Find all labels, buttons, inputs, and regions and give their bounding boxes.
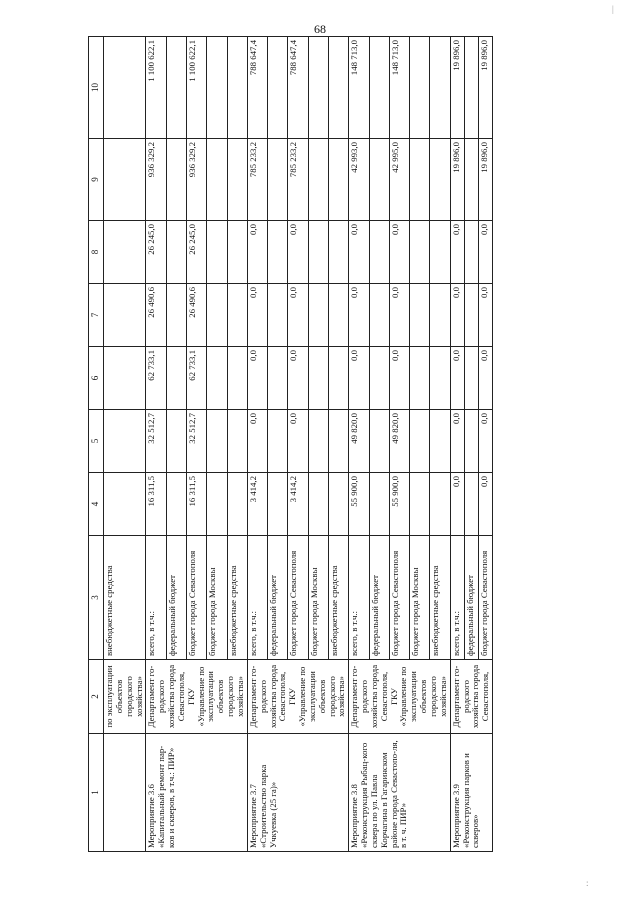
amount-cell — [430, 347, 450, 410]
column-header: 10 — [89, 37, 104, 139]
amount-cell — [227, 284, 247, 347]
column-header: 9 — [89, 139, 104, 221]
executor-cell: Департамент го-родского хозяйства города Севастополя, ГКУ «Управление по эксплуатации объектов городского хозяйства» — [349, 660, 450, 734]
amount-cell — [369, 347, 389, 410]
amount-cell — [207, 221, 227, 284]
table-row — [146, 37, 166, 852]
header-row — [89, 37, 104, 852]
amount-cell: 0,0 — [389, 347, 409, 410]
amount-cell — [227, 347, 247, 410]
column-header: 2 — [89, 660, 104, 734]
amount-cell: 0,0 — [478, 347, 492, 410]
amount-cell: 32 512,7 — [186, 410, 206, 473]
amount-cell — [410, 221, 430, 284]
amount-cell — [207, 37, 227, 139]
amount-cell: 936 329,2 — [146, 139, 166, 221]
amount-cell — [166, 139, 186, 221]
amount-cell — [464, 37, 478, 139]
amount-cell: 26 490,6 — [186, 284, 206, 347]
amount-cell — [430, 37, 450, 139]
measure-name: Мероприятие 3.8 «Реконструкция Рыбац-кого сквера по ул. Павла Корчагина в Гагаринском районе города Севастопо-ля, в т. ч. ПИР» — [349, 734, 450, 852]
column-header: 5 — [89, 410, 104, 473]
amount-cell — [166, 347, 186, 410]
amount-cell — [410, 347, 430, 410]
executor-cell: Департамент го-родского хозяйства города Севастополя, — [450, 660, 492, 734]
amount-cell — [268, 284, 288, 347]
amount-cell — [369, 221, 389, 284]
amount-cell: 19 896,0 — [450, 139, 464, 221]
funding-source: внебюджетные средства — [430, 536, 450, 660]
amount-cell — [268, 139, 288, 221]
amount-cell — [166, 221, 186, 284]
amount-cell — [166, 284, 186, 347]
funding-source: федеральный бюджет — [268, 536, 288, 660]
amount-cell — [328, 37, 348, 139]
amount-cell: 788 647,4 — [288, 37, 308, 139]
amount-cell: 0,0 — [478, 221, 492, 284]
amount-cell — [308, 139, 328, 221]
amount-cell: 0,0 — [288, 284, 308, 347]
amount-cell: 16 311,5 — [186, 473, 206, 536]
amount-cell: 0,0 — [450, 284, 464, 347]
amount-cell — [464, 347, 478, 410]
amount-cell: 0,0 — [247, 410, 267, 473]
funding-source: внебюджетные средства — [328, 536, 348, 660]
funding-source: бюджет города Москвы — [308, 536, 328, 660]
amount-cell: 0,0 — [478, 410, 492, 473]
amount-cell — [464, 284, 478, 347]
amount-cell: 49 820,0 — [389, 410, 409, 473]
amount-cell — [410, 37, 430, 139]
amount-cell: 3 414,2 — [247, 473, 267, 536]
amount-cell: 49 820,0 — [349, 410, 369, 473]
amount-cell — [430, 473, 450, 536]
amount-cell — [328, 473, 348, 536]
amount-cell — [328, 410, 348, 473]
amount-cell — [430, 221, 450, 284]
amount-cell — [328, 221, 348, 284]
amount-cell: 32 512,7 — [146, 410, 166, 473]
measure-name: Мероприятие 3.6 «Капитальный ремонт пар-ков и скверов, в т.ч.: ПИР» — [146, 734, 247, 852]
table-row — [450, 37, 464, 852]
funding-source: бюджет города Севастополя — [186, 536, 206, 660]
source-cell: внебюджетные средства — [104, 536, 146, 660]
amount-cell — [227, 473, 247, 536]
amount-cell: 19 896,0 — [478, 139, 492, 221]
amount-cell — [430, 284, 450, 347]
amount-cell: 1 100 622,1 — [146, 37, 166, 139]
amount-cell — [207, 410, 227, 473]
measure-name: Мероприятие 3.7 «Строительство парка Учкуевка (25 га)» — [247, 734, 348, 852]
amount-cell: 0,0 — [478, 284, 492, 347]
amount-cell — [268, 410, 288, 473]
amount-cell — [410, 410, 430, 473]
amount-cell: 0,0 — [349, 284, 369, 347]
measure-name: Мероприятие 3.9 «Реконструкция парков и скверов» — [450, 734, 492, 852]
funding-table — [88, 36, 493, 852]
amount-cell: 0,0 — [288, 410, 308, 473]
amount-cell — [268, 347, 288, 410]
funding-source: бюджет города Севастополя — [389, 536, 409, 660]
amount-cell: 0,0 — [450, 473, 464, 536]
amount-cell: 785 233,2 — [288, 139, 308, 221]
amount-cell — [369, 37, 389, 139]
amount-cell: 26 490,6 — [146, 284, 166, 347]
amount-cell: 3 414,2 — [288, 473, 308, 536]
column-header: 7 — [89, 284, 104, 347]
amount-cell — [268, 473, 288, 536]
amount-cell — [410, 139, 430, 221]
amount-cell — [227, 37, 247, 139]
amount-cell: 788 647,4 — [247, 37, 267, 139]
amount-cell — [328, 139, 348, 221]
amount-cell — [369, 410, 389, 473]
amount-cell — [308, 37, 328, 139]
amount-cell — [369, 284, 389, 347]
amount-cell: 0,0 — [450, 221, 464, 284]
amount-cell — [227, 139, 247, 221]
continuation-row — [104, 37, 146, 852]
amount-cell — [308, 221, 328, 284]
measure-cell — [104, 734, 146, 852]
amount-cell — [308, 284, 328, 347]
amount-cell — [227, 221, 247, 284]
amount-cell — [227, 410, 247, 473]
executor-cell: Департамент го-родского хозяйства города Севастополя, ГКУ «Управление по эксплуатации объектов городского хозяйства» — [247, 660, 348, 734]
amount-cell: 19 896,0 — [450, 37, 464, 139]
amount-cell — [308, 473, 328, 536]
funding-source: всего, в т.ч.: — [450, 536, 464, 660]
executor-cell: Департамент го-родского хозяйства города Севастополя, ГКУ «Управление по эксплуатации объектов городского хозяйства» — [146, 660, 247, 734]
amount-cell: 19 896,0 — [478, 37, 492, 139]
amount-cell: 0,0 — [389, 221, 409, 284]
amount-cell: 16 311,5 — [146, 473, 166, 536]
scan-mark: : — [586, 878, 589, 888]
amount-cell: 0,0 — [288, 347, 308, 410]
amount-cell — [328, 284, 348, 347]
column-header: 3 — [89, 536, 104, 660]
amount-cell: 62 733,1 — [146, 347, 166, 410]
amount-cell — [369, 473, 389, 536]
funding-source: всего, в т.ч.: — [146, 536, 166, 660]
executor-cell: по эксплуатации объектов городского хозяйства» — [104, 660, 146, 734]
amount-cell — [464, 410, 478, 473]
amount-cell: 0,0 — [349, 347, 369, 410]
amount-cell: 55 900,0 — [389, 473, 409, 536]
column-header: 1 — [89, 734, 104, 852]
amount-cell: 55 900,0 — [349, 473, 369, 536]
amount-cell: 62 733,1 — [186, 347, 206, 410]
funding-source: всего, в т.ч.: — [247, 536, 267, 660]
page-number: 68 — [314, 22, 326, 36]
amount-cell — [308, 410, 328, 473]
amount-cell: 0,0 — [247, 284, 267, 347]
amount-cell — [166, 410, 186, 473]
amount-cell: 148 713,0 — [389, 37, 409, 139]
amount-cell — [166, 37, 186, 139]
amount-cell: 0,0 — [478, 473, 492, 536]
funding-source: федеральный бюджет — [464, 536, 478, 660]
table-body — [89, 37, 493, 852]
amount-cell — [464, 221, 478, 284]
amount-cell: 148 713,0 — [349, 37, 369, 139]
funding-source: федеральный бюджет — [369, 536, 389, 660]
amount-cell: 0,0 — [450, 410, 464, 473]
table-row — [349, 37, 369, 852]
amount-cell — [464, 139, 478, 221]
amount-cell: 42 993,0 — [349, 139, 369, 221]
amount-cell — [464, 473, 478, 536]
table-row — [247, 37, 267, 852]
amount-cell — [369, 139, 389, 221]
amount-cell — [207, 139, 227, 221]
funding-source: бюджет города Севастополя — [288, 536, 308, 660]
amount-cell: 1 100 622,1 — [186, 37, 206, 139]
funding-source: бюджет города Москвы — [410, 536, 430, 660]
amount-cell: 26 245,0 — [146, 221, 166, 284]
amount-cell — [410, 473, 430, 536]
scan-mark: | — [612, 4, 614, 14]
funding-source: внебюджетные средства — [227, 536, 247, 660]
amount-cell: 0,0 — [247, 347, 267, 410]
amount-cell — [166, 473, 186, 536]
amount-cell — [308, 347, 328, 410]
amount-cell: 42 995,0 — [389, 139, 409, 221]
funding-source: бюджет города Москвы — [207, 536, 227, 660]
amount-cell: 0,0 — [389, 284, 409, 347]
amount-cell — [207, 347, 227, 410]
amount-cell — [328, 347, 348, 410]
amount-cell — [430, 410, 450, 473]
amount-cell: 26 245,0 — [186, 221, 206, 284]
amount-cell: 0,0 — [349, 221, 369, 284]
amount-cell: 0,0 — [450, 347, 464, 410]
funding-source: федеральный бюджет — [166, 536, 186, 660]
column-header: 4 — [89, 473, 104, 536]
amount-cell: 0,0 — [288, 221, 308, 284]
amount-cell — [430, 139, 450, 221]
column-header: 6 — [89, 347, 104, 410]
amount-cell — [268, 37, 288, 139]
amount-cell: 785 233,2 — [247, 139, 267, 221]
amount-cell — [410, 284, 430, 347]
funding-source: всего, в т.ч.: — [349, 536, 369, 660]
amount-cell — [268, 221, 288, 284]
funding-source: бюджет города Севастополя — [478, 536, 492, 660]
amount-cell — [207, 473, 227, 536]
amount-cell: 936 329,2 — [186, 139, 206, 221]
amount-cell: 0,0 — [247, 221, 267, 284]
column-header: 8 — [89, 221, 104, 284]
amount-cell — [207, 284, 227, 347]
